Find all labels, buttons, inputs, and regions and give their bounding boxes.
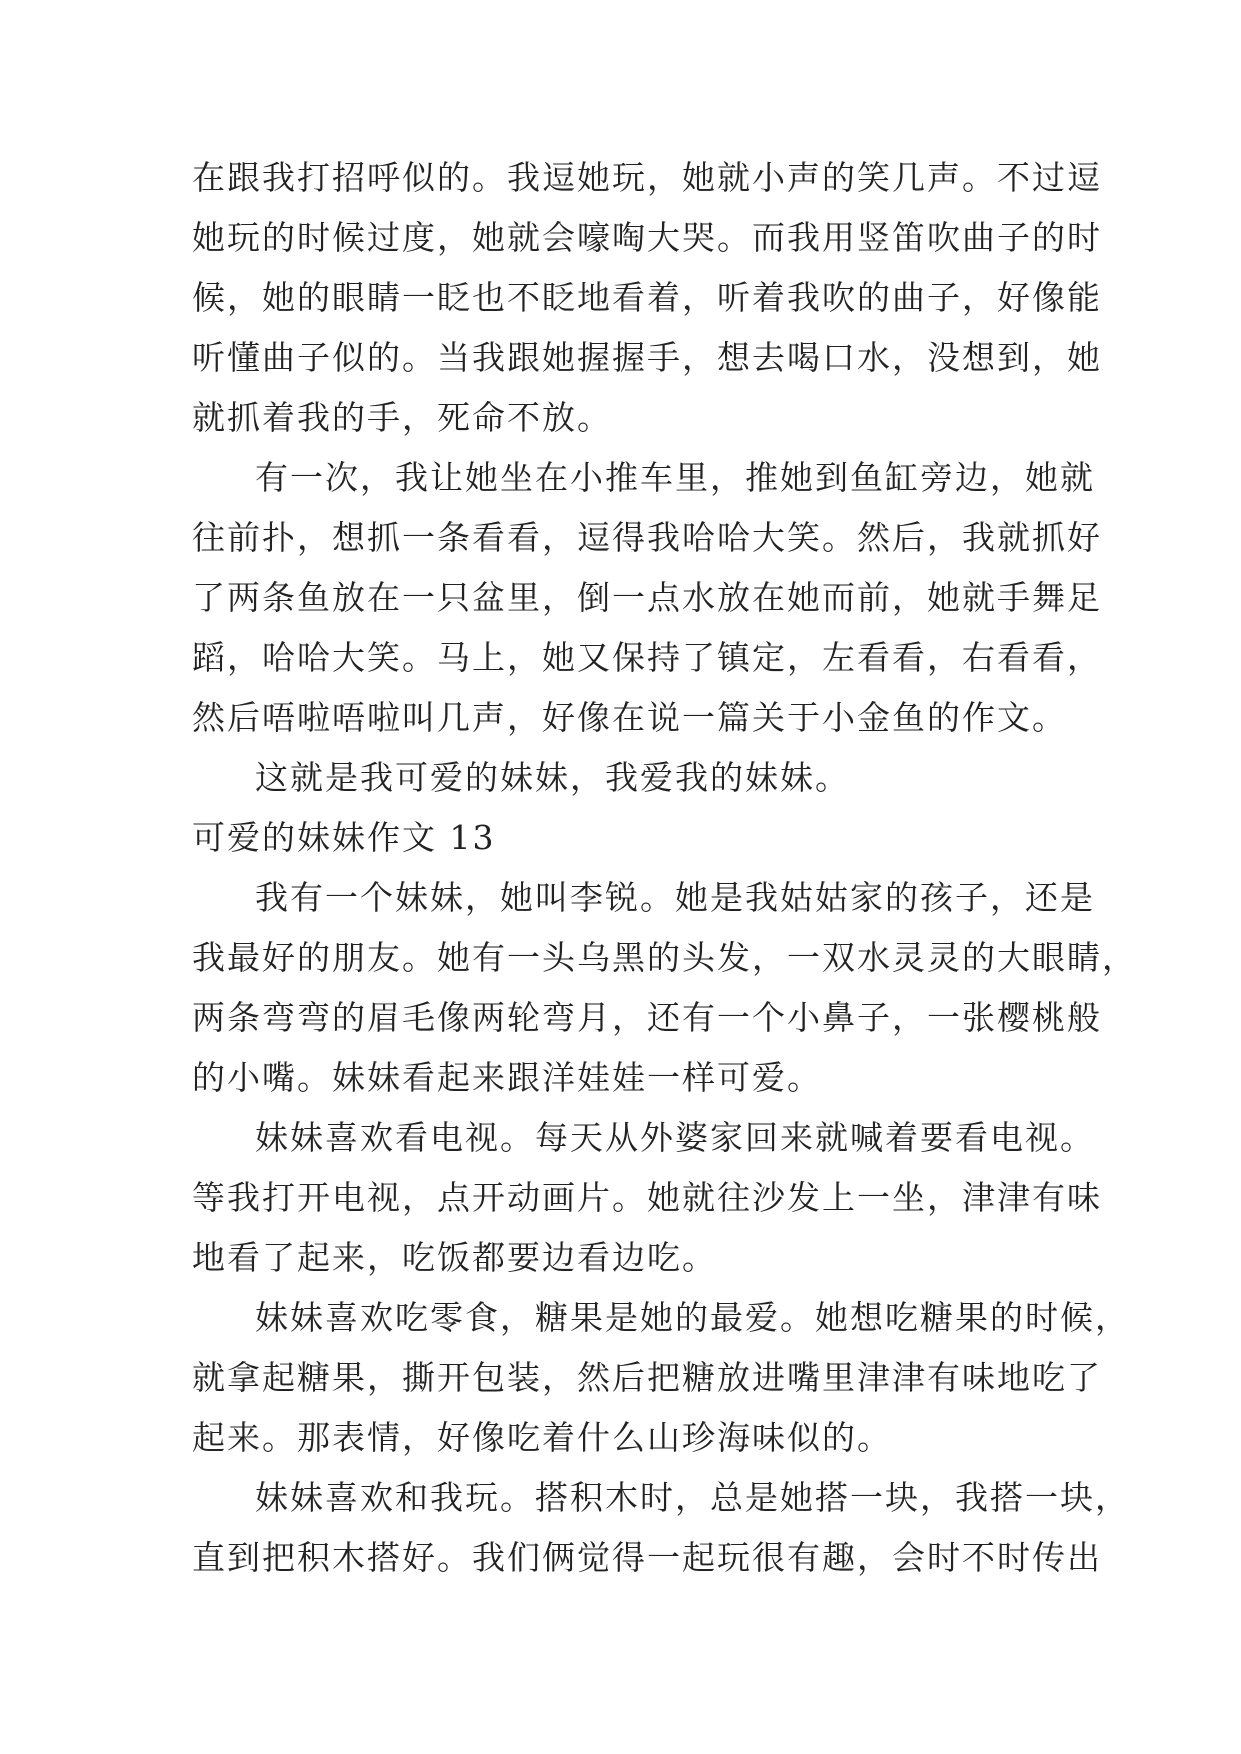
text-line: 听懂曲子似的。当我跟她握握手，想去喝口水，没想到，她: [192, 338, 1102, 377]
text-line: 等我打开电视，点开动画片。她就往沙发上一坐，津津有味: [192, 1178, 1102, 1217]
paragraph-start-line: 这就是我可爱的妹妹，我爱我的妹妹。: [255, 758, 850, 797]
text-line: 她玩的时候过度，她就会嚎啕大哭。而我用竖笛吹曲子的时: [192, 218, 1102, 257]
text-line: 就抓着我的手，死命不放。: [192, 398, 612, 437]
text-line: 候，她的眼睛一眨也不眨地看着，听着我吹的曲子，好像能: [192, 278, 1102, 317]
paragraph-start-line: 妹妹喜欢和我玩。搭积木时，总是她搭一块，我搭一块，: [255, 1478, 1130, 1517]
document-body: [192, 148, 1137, 1588]
paragraph-start-line: 妹妹喜欢看电视。每天从外婆家回来就喊着要看电视。: [255, 1118, 1095, 1157]
text-line: 往前扑，想抓一条看看，逗得我哈哈大笑。然后，我就抓好: [192, 518, 1102, 557]
paragraph-start-line: 妹妹喜欢吃零食，糖果是她的最爱。她想吃糖果的时候，: [255, 1298, 1130, 1337]
text-line: 然后唔啦唔啦叫几声，好像在说一篇关于小金鱼的作文。: [192, 698, 1067, 737]
text-line: 的小嘴。妹妹看起来跟洋娃娃一样可爱。: [192, 1058, 822, 1097]
paragraph-start-line: 有一次，我让她坐在小推车里，推她到鱼缸旁边，她就: [255, 458, 1095, 497]
text-line: 直到把积木搭好。我们俩觉得一起玩很有趣，会时不时传出: [192, 1538, 1102, 1577]
text-line: 地看了起来，吃饭都要边看边吃。: [192, 1238, 717, 1277]
text-line: 在跟我打招呼似的。我逗她玩，她就小声的笑几声。不过逗: [192, 158, 1102, 197]
text-line: 我最好的朋友。她有一头乌黑的头发，一双水灵灵的大眼睛，: [192, 938, 1137, 977]
paragraph-start-line: 我有一个妹妹，她叫李锐。她是我姑姑家的孩子，还是: [255, 878, 1095, 917]
section-heading: 可爱的妹妹作文 13: [192, 818, 496, 857]
text-line: 了两条鱼放在一只盆里，倒一点水放在她而前，她就手舞足: [192, 578, 1102, 617]
text-line: 起来。那表情，好像吃着什么山珍海味似的。: [192, 1418, 892, 1457]
text-line: 蹈，哈哈大笑。马上，她又保持了镇定，左看看，右看看，: [192, 638, 1102, 677]
text-line: 两条弯弯的眉毛像两轮弯月，还有一个小鼻子，一张樱桃般: [192, 998, 1102, 1037]
text-line: 就拿起糖果，撕开包装，然后把糖放进嘴里津津有味地吃了: [192, 1358, 1102, 1397]
